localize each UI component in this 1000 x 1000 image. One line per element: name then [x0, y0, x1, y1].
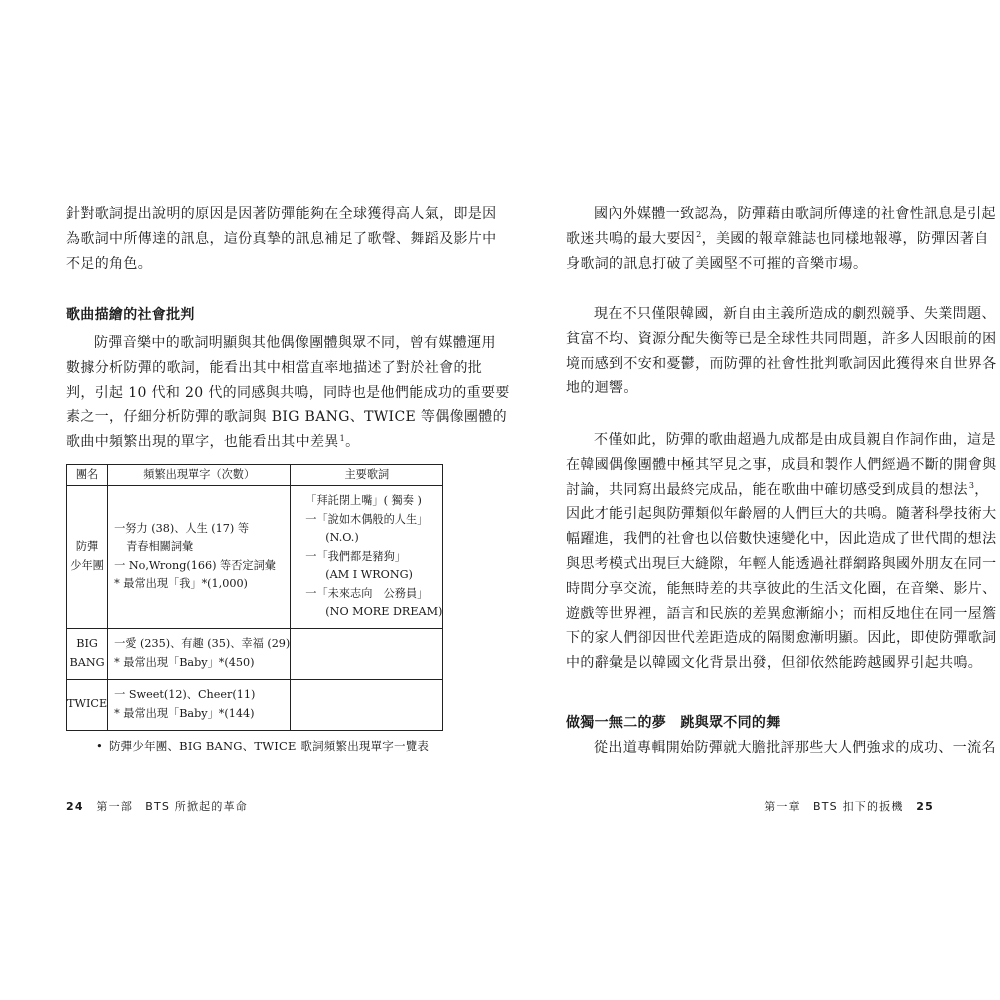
intro-paragraph: 針對歌詞提出說明的原因是因著防彈能夠在全球獲得高人氣，即是因 為歌詞中所傳達的訊息，這份真摯的訊息補足了歌聲、舞蹈及影片中 不足的角色。: [66, 206, 497, 272]
header-lyrics: 主要歌詞: [291, 465, 443, 486]
running-title: 第一章 BTS 扣下的扳機: [764, 800, 904, 813]
table-caption: • 防彈少年團、BIG BANG、TWICE 歌詞頻繁出現單字一覽表: [96, 739, 430, 753]
group-cell: TWICE: [67, 679, 108, 730]
lyrics-cell: [291, 628, 443, 679]
section-paragraph: 防彈音樂中的歌詞明顯與其他偶像團體與眾不同，曾有媒體運用 數據分析防彈的歌詞，能看出其中相當直率地描述了對於社會的批 判，引起 10 代和 20 代的同感與共鳴，同時也是他們能成功的重要要 素之一，仔細分析防彈的歌詞與 BIG BANG、TWICE 等偶像團體的 歌曲中頻繁出現的單字，也能看出其中差異$^1$。: [66, 335, 510, 451]
table-row: [67, 679, 443, 730]
paragraph-songwriting: 不僅如此，防彈的歌曲超過九成都是由成員親自作詞作曲，這是 在韓國偶像團體中極其罕見之事，成員和製作人們經過不斷的開會與 討論，共同寫出最終完成品，能在歌曲中確切感受到成員的想法$^3$， 因此才能引起與防彈類似年齡層的人們巨大的共鳴。隨著科學技術大 幅躍進，我們的社會也以倍數快速變化中，因此造成了世代間的想法 與思考模式出現巨大縫隙，年輕人能透過社群網路與國外朋友在同一 時間分享交流，能無時差的共享彼此的生活文化圈，在音樂、影片、 遊戲等世界裡，語言和民族的差異愈漸縮小；而相反地住在同一屋簷 下的家人們卻因世代差距造成的隔閡愈漸明顯。因此，即使防彈歌詞 中的辭彙是以韓國文化背景出發，但卻依然能跨越國界引起共鳴。: [566, 432, 997, 672]
header-group: 團名: [67, 465, 108, 486]
table-row: [67, 486, 443, 629]
paragraph-global: 現在不只僅限韓國，新自由主義所造成的劇烈競爭、失業問題、 貧富不均、資源分配失衡等已是全球性共同問題，許多人因眼前的困 境而感到不安和憂鬱，而防彈的社會性批判歌詞因此獲得來自世界各 地的迴響。: [566, 306, 997, 397]
lyrics-cell: 「拜託閉上嘴」( 獨奏 ) 一「說如木偶般的人生」 (N.O.) 一「我們都是豬狗」 (AM I WRONG) 一「未來志向 公務員」 (NO MORE DREAM): [291, 486, 443, 629]
group-cell: BIG BANG: [67, 628, 108, 679]
word-frequency-table: [66, 464, 443, 731]
footnote-marker: 3: [968, 480, 975, 490]
left-footer: [66, 798, 248, 814]
table-row: [67, 628, 443, 679]
section-heading: 做獨一無二的夢 跳與眾不同的舞: [566, 715, 781, 731]
header-words: 頻繁出現單字（次數）: [108, 465, 291, 486]
footnote-marker: 2: [696, 230, 702, 240]
running-title: 第一部 BTS 所掀起的革命: [96, 800, 248, 813]
page-number: 25: [916, 800, 934, 813]
words-cell: 一努力 (38)、人生 (17) 等 青春相關詞彙 一 No,Wrong(166) 等否定詞彙 * 最常出現「我」*(1,000): [108, 486, 291, 629]
bullet-icon: •: [96, 739, 103, 753]
words-cell: 一 Sweet(12)、Cheer(11) * 最常出現「Baby」*(144): [108, 679, 291, 730]
table-header-row: [67, 465, 443, 486]
paragraph-media: 國內外媒體一致認為，防彈藉由歌詞所傳達的社會性訊息是引起 歌迷共鳴的最大要因$^2$，美國的報章雜誌也同樣地報導，防彈因著自 身歌詞的訊息打破了美國堅不可摧的音樂市場。: [566, 206, 996, 272]
section-heading: 歌曲描繪的社會批判: [66, 307, 195, 323]
words-cell: 一愛 (235)、有趣 (35)、幸福 (29) * 最常出現「Baby」*(450): [108, 628, 291, 679]
page-number: 24: [66, 800, 84, 813]
footnote-marker: 1: [339, 433, 346, 443]
paragraph-debut: 從出道專輯開始防彈就大膽批評那些大人們強求的成功、一流名: [594, 740, 996, 756]
lyrics-cell: [291, 679, 443, 730]
group-cell: 防彈 少年團: [67, 486, 108, 629]
right-footer: [764, 798, 934, 814]
right-page: [500, 0, 1000, 1000]
